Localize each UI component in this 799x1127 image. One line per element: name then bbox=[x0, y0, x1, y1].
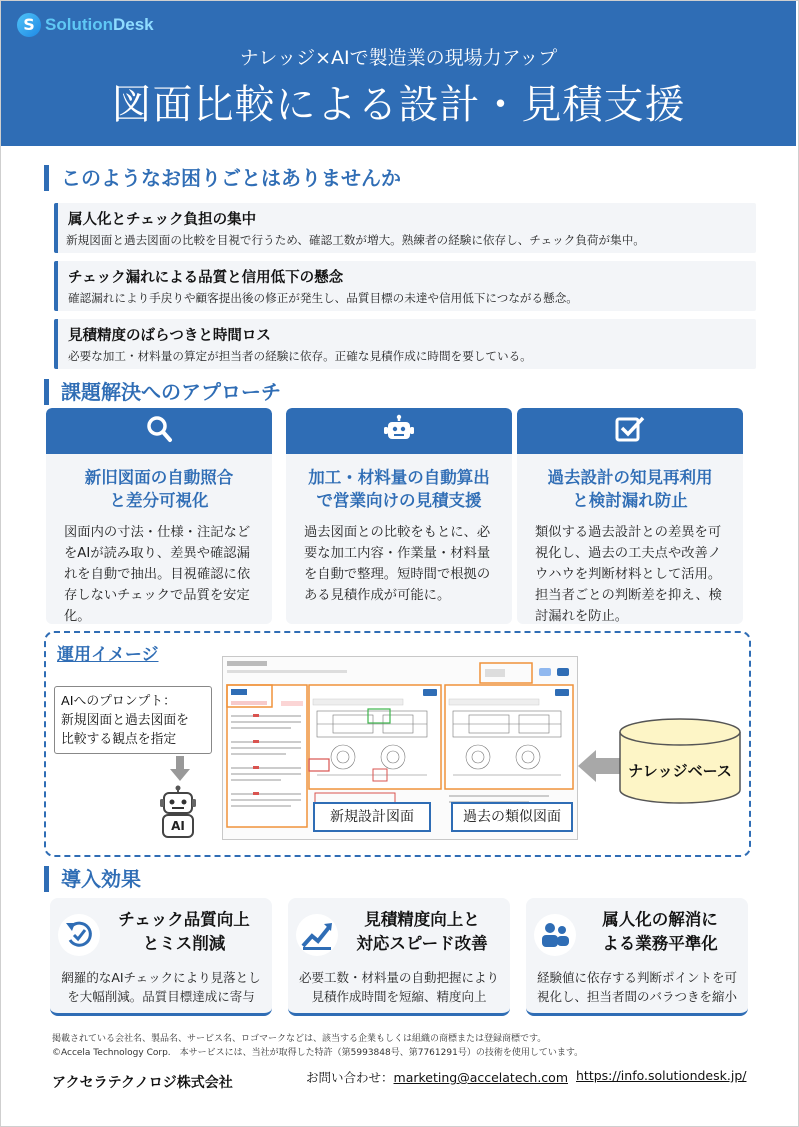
robot-icon bbox=[383, 414, 415, 448]
card-title: 加工・材料量の自動算出 で営業向けの見積支援 bbox=[308, 468, 490, 510]
card-desc: 過去図面との比較をもとに、必要な加工内容・作業量・材料量を自動で整理。短時間で根拠のある見積作成が可能に。 bbox=[304, 525, 491, 603]
effect-card bbox=[526, 898, 748, 1016]
card-desc: 図面内の寸法・仕様・注記などをAIが読み取り、差異や確認漏れを自動で抽出。目視確認に依存しないチェックで品質を安定化。 bbox=[64, 525, 251, 624]
effect-desc: 網羅的なAIチェックにより見落とし を大幅削減。品質目標達成に寄与 bbox=[61, 970, 261, 1004]
checkbox-icon bbox=[614, 414, 646, 448]
company-name: アクセラテクノロジ株式会社 bbox=[52, 1075, 233, 1091]
logo-mark-icon: S bbox=[17, 13, 41, 37]
card-header bbox=[517, 408, 743, 454]
problem-item bbox=[54, 319, 756, 369]
past-drawing-label: 過去の類似図面 bbox=[451, 802, 573, 832]
email-link[interactable]: marketing@accelatech.com bbox=[393, 1070, 568, 1085]
ai-robot-icon bbox=[158, 785, 198, 843]
users-icon bbox=[534, 914, 576, 956]
problem-item bbox=[54, 261, 756, 311]
knowledge-base-label: ナレッジベース bbox=[628, 762, 732, 780]
prompt-box: AIへのプロンプト： 新規図面と過去図面を 比較する観点を指定 bbox=[54, 686, 212, 754]
logo-text-b: Desk bbox=[112, 15, 154, 34]
approach-card bbox=[46, 408, 272, 624]
problem-title: チェック漏れによる品質と信用低下の懸念 bbox=[68, 270, 344, 286]
effect-desc: 必要工数・材料量の自動把握により 見積作成時間を短縮、精度向上 bbox=[298, 970, 499, 1004]
effect-title: チェック品質向上 とミス削減 bbox=[118, 910, 250, 953]
logo bbox=[17, 13, 154, 37]
problem-item bbox=[54, 203, 756, 253]
effect-card bbox=[288, 898, 510, 1016]
problems-heading: このようなお困りごとはありませんか bbox=[44, 165, 401, 191]
ai-label: AI bbox=[171, 819, 185, 833]
logo-text bbox=[45, 15, 154, 35]
chart-up-icon bbox=[296, 914, 338, 956]
header-banner bbox=[1, 1, 796, 146]
effects-heading: 導入効果 bbox=[44, 866, 141, 892]
card-title: 過去設計の知見再利用 と検討漏れ防止 bbox=[547, 468, 713, 510]
refresh-check-icon bbox=[58, 914, 100, 956]
card-header bbox=[46, 408, 272, 454]
subtitle: ナレッジ×AIで製造業の現場力アップ bbox=[239, 47, 558, 69]
website-link[interactable]: https://info.solutiondesk.jp/ bbox=[576, 1068, 747, 1083]
left-arrow-icon bbox=[578, 748, 622, 788]
card-header bbox=[286, 408, 512, 454]
new-drawing-label: 新規設計図面 bbox=[313, 802, 431, 832]
approach-heading: 課題解決へのアプローチ bbox=[44, 379, 281, 405]
card-title: 新旧図面の自動照合 と差分可視化 bbox=[84, 468, 234, 510]
operation-heading: 運用イメージ bbox=[57, 645, 159, 665]
approach-card bbox=[286, 408, 512, 624]
effect-title: 属人化の解消に よる業務平準化 bbox=[602, 910, 718, 953]
page-title: 図面比較による設計・見積支援 bbox=[111, 82, 686, 128]
patent-note: ©Accela Technology Corp. 本サービスには、当社が取得した特許（第5993848号、第7761291号）の技術を使用しています。 bbox=[52, 1048, 584, 1058]
effect-title: 見積精度向上と 対応スピード改善 bbox=[356, 910, 488, 953]
problem-desc: 必要な加工・材料量の算定が担当者の経験に依存。正確な見積作成に時間を要している。 bbox=[68, 349, 532, 363]
problem-title: 属人化とチェック負担の集中 bbox=[68, 212, 257, 228]
effect-card bbox=[50, 898, 272, 1016]
search-icon bbox=[144, 414, 174, 448]
problem-desc: 新規図面と過去図面の比較を目視で行うため、確認工数が増大。熟練者の経験に依存し、チェック負荷が集中。 bbox=[66, 233, 645, 247]
trademark-note: 掲載されている会社名、製品名、サービス名、ロゴマークなどは、該当する企業もしくは組織の商標または登録商標です。 bbox=[52, 1034, 547, 1044]
down-arrow-icon bbox=[170, 756, 190, 786]
logo-text-a: Solution bbox=[45, 15, 113, 34]
card-desc: 類似する過去設計との差異を可視化し、過去の工夫点や改善ノウハウを判断材料として活用。担当者ごとの判断差を抑え、検討漏れを防止。 bbox=[535, 525, 722, 624]
problem-desc: 確認漏れにより手戻りや顧客提出後の修正が発生し、品質目標の未達や信用低下につながる懸念。 bbox=[68, 291, 578, 305]
effect-desc: 経験値に依存する判断ポイントを可 視化し、担当者間のバラつきを縮小 bbox=[536, 970, 737, 1004]
approach-card bbox=[517, 408, 743, 624]
database-icon bbox=[618, 718, 742, 810]
contact-label: お問い合わせ： bbox=[306, 1070, 394, 1085]
contact bbox=[306, 1068, 568, 1086]
problem-title: 見積精度のばらつきと時間ロス bbox=[68, 328, 271, 344]
